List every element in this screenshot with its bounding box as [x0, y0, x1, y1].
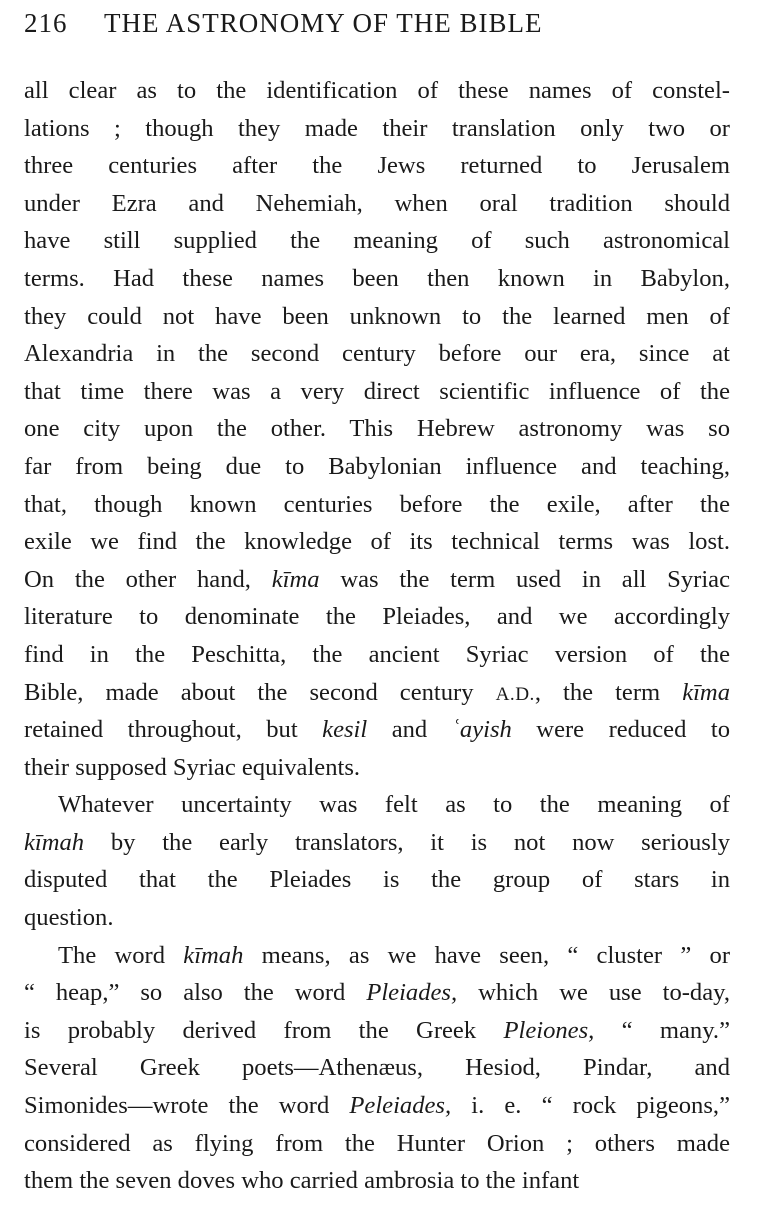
- text-run: by the early translators, it is not now seriously: [84, 828, 730, 856]
- text-line: [24, 335, 730, 373]
- italic-term: Pleiades,: [366, 979, 458, 1007]
- italic-term: kesil: [322, 716, 368, 744]
- running-head: [24, 8, 730, 54]
- text-run: , the term: [534, 678, 683, 706]
- text-line: [24, 298, 730, 336]
- text-line: [24, 110, 730, 148]
- text-run: exile we find the knowledge of its technical terms was lost.: [24, 528, 730, 556]
- text-run: were reduced to: [511, 716, 730, 744]
- text-run: “ heap,” so also the word: [24, 979, 367, 1007]
- text-run: disputed that the Pleiades is the group of stars in: [24, 866, 730, 894]
- italic-term: kīmah: [24, 828, 85, 856]
- text-line: [24, 1087, 730, 1125]
- text-line: [24, 373, 730, 411]
- text-run: question.: [24, 904, 114, 932]
- text-run: all clear as to the identification of these names of constel-: [24, 77, 730, 104]
- text-run: Alexandria in the second century before our era, since at: [24, 340, 730, 368]
- text-line: [24, 410, 730, 448]
- text-run: and: [367, 716, 452, 744]
- text-line: [24, 749, 730, 787]
- text-line: [24, 222, 730, 260]
- text-run: find in the Peschitta, the ancient Syriac version of the: [24, 640, 730, 668]
- text-line: [24, 711, 730, 749]
- text-run: was the term used in all Syriac: [319, 565, 730, 593]
- italic-term: kīma: [682, 678, 730, 706]
- text-run: them the seven doves who carried ambrosia to the infant: [24, 1167, 580, 1195]
- italic-term: Pleiones,: [503, 1016, 595, 1044]
- text-run: one city upon the other. This Hebrew astronomy was so: [24, 415, 730, 443]
- text-run: they could not have been unknown to the learned men of: [24, 302, 730, 330]
- text-line: [24, 824, 730, 862]
- text-run: that, though known centuries before the exile, after the: [24, 490, 730, 518]
- text-run: “ many.”: [594, 1016, 730, 1044]
- text-line: [24, 674, 730, 712]
- text-run: is probably derived from the Greek: [24, 1016, 504, 1044]
- text-run: their supposed Syriac equivalents.: [24, 753, 361, 781]
- text-run: Simonides—wrote the word: [24, 1092, 350, 1120]
- text-run: means, as we have seen, “ cluster ” or: [243, 941, 730, 969]
- text-line: [24, 72, 730, 110]
- text-line: [24, 486, 730, 524]
- text-line: [24, 523, 730, 561]
- text-line: [24, 1162, 730, 1200]
- text-run: On the other hand,: [24, 565, 272, 593]
- italic-term: kīma: [271, 565, 320, 593]
- text-line: [24, 561, 730, 599]
- text-run: Bible, made about the second century: [24, 678, 496, 706]
- page-number: 216: [24, 8, 68, 38]
- text-run: literature to denominate the Pleiades, and we accordingly: [24, 603, 730, 631]
- text-line: [24, 147, 730, 185]
- text-line: [24, 974, 730, 1012]
- text-line: [24, 448, 730, 486]
- paragraph: [24, 937, 730, 1200]
- text-run: considered as flying from the Hunter Orion ; others made: [24, 1129, 730, 1157]
- small-caps-text: A.D.: [495, 683, 535, 705]
- text-line: [24, 598, 730, 636]
- italic-term: ʿayish: [451, 716, 512, 744]
- paragraph: [24, 72, 730, 786]
- text-line: [24, 861, 730, 899]
- text-run: Whatever uncertainty was felt as to the meaning of: [58, 791, 730, 819]
- text-run: three centuries after the Jews returned to Jerusalem: [24, 152, 730, 180]
- text-line: [24, 899, 730, 937]
- text-run: have still supplied the meaning of such astronomical: [24, 227, 730, 255]
- text-run: i. e. “ rock pigeons,”: [451, 1092, 730, 1120]
- text-line: [24, 260, 730, 298]
- text-line: [24, 786, 730, 824]
- text-line: [24, 1049, 730, 1087]
- text-run: Several Greek poets—Athenæus, Hesiod, Pindar, and: [24, 1054, 730, 1082]
- text-run: under Ezra and Nehemiah, when oral tradition should: [24, 189, 730, 217]
- italic-term: Peleiades,: [349, 1092, 452, 1120]
- running-title: THE ASTRONOMY OF THE BIBLE: [104, 8, 543, 38]
- book-page: [24, 8, 730, 1200]
- text-run: lations ; though they made their translation only two or: [24, 114, 730, 142]
- italic-term: kīmah: [183, 941, 244, 969]
- text-run: which we use to-day,: [457, 979, 730, 1007]
- text-line: [24, 1012, 730, 1050]
- text-line: [24, 636, 730, 674]
- text-run: far from being due to Babylonian influence and teaching,: [24, 452, 730, 480]
- text-run: that time there was a very direct scientific influence of the: [24, 377, 730, 405]
- text-line: [24, 937, 730, 975]
- text-line: [24, 1125, 730, 1163]
- paragraph: [24, 786, 730, 936]
- text-line: [24, 185, 730, 223]
- text-run: The word: [58, 941, 184, 969]
- text-run: retained throughout, but: [24, 716, 323, 744]
- body-text: [24, 72, 730, 1200]
- text-run: terms. Had these names been then known in Babylon,: [24, 264, 730, 292]
